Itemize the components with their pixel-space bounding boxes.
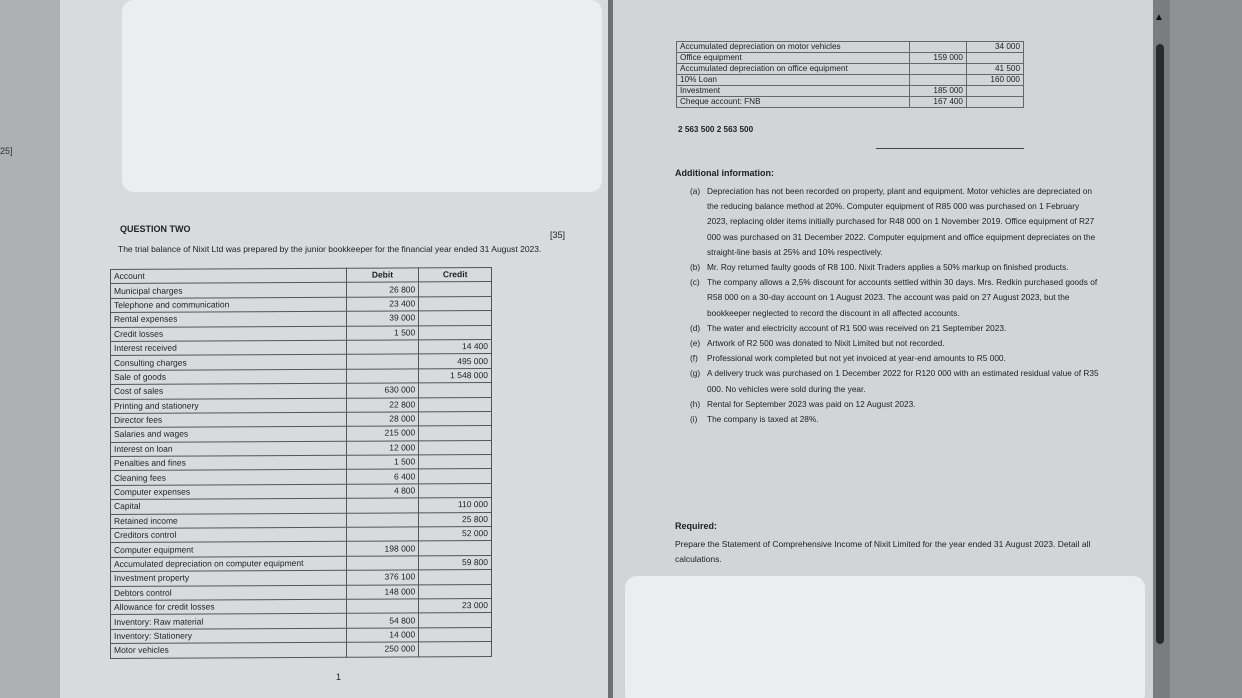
cell-credit: 41 500: [967, 64, 1024, 75]
cell-credit: [419, 541, 492, 556]
cell-credit: [967, 97, 1024, 108]
info-item-text: Mr. Roy returned faulty goods of R8 100. Nixit Traders applies a 50% markup on finished products.: [707, 262, 1069, 273]
cell-debit: [910, 42, 967, 53]
info-item: [690, 366, 1102, 396]
cell-credit: [967, 53, 1024, 64]
cell-debit: [346, 340, 419, 355]
info-item-text: The company allows a 2,5% discount for accounts settled within 30 days. Mrs. Redkin purchased goods of R58 000 on a 30-day account on 1 August 2023. The account was paid on 27 August 2023, but the bookkeeper neglected to record the discount in all affected accounts.: [707, 277, 1098, 318]
cell-debit: [346, 498, 419, 513]
info-item-text: A delivery truck was purchased on 1 December 2022 for R120 000 with an estimated residual value of R35 000. No vehicles were sold during the year.: [707, 368, 1099, 394]
required-text: Prepare the Statement of Comprehensive Income of Nixit Limited for the year ended 31 August 2023. Detail all calculations.: [675, 539, 1091, 564]
cell-debit: 12 000: [346, 441, 419, 456]
scroll-up-arrow-icon[interactable]: ▲: [1154, 12, 1164, 23]
info-item-label: (h): [690, 398, 701, 409]
cell-account: Accumulated depreciation on office equipment: [677, 64, 910, 75]
trial-balance-totals: 2 563 500 2 563 500: [678, 125, 754, 134]
question-marks: [35]: [550, 230, 566, 240]
cell-account: Capital: [111, 499, 347, 515]
cell-account: Office equipment: [677, 53, 910, 64]
cell-credit: [419, 613, 492, 628]
cell-credit: [419, 440, 492, 455]
header-credit: Credit: [419, 268, 492, 283]
info-item-text: The company is taxed at 28%.: [707, 414, 819, 425]
cell-account: Penalties and fines: [111, 455, 347, 471]
cell-debit: [346, 369, 419, 384]
table-row: [111, 642, 492, 658]
cell-credit: [967, 86, 1024, 97]
cell-credit: [419, 455, 492, 470]
info-item-label: (b): [690, 262, 701, 273]
cell-debit: [346, 354, 419, 369]
cell-account: Interest received: [111, 340, 347, 356]
cell-debit: 4 800: [346, 484, 419, 499]
cell-credit: [419, 426, 492, 441]
cell-debit: 54 800: [346, 613, 419, 628]
cell-account: Salaries and wages: [111, 427, 347, 443]
question-intro: The trial balance of Nixit Ltd was prepared by the junior bookkeeper for the financial year ended 31 August 2023.: [118, 244, 542, 254]
cell-account: 10% Loan: [677, 75, 910, 86]
header-debit: Debit: [346, 268, 419, 283]
cell-credit: [419, 584, 492, 599]
cell-account: Investment: [677, 86, 910, 97]
cell-account: Credit losses: [111, 326, 347, 342]
total-underline: [876, 148, 1024, 149]
cell-credit: 1 548 000: [419, 368, 492, 383]
info-item: [690, 321, 1102, 336]
info-item-label: (i): [690, 414, 698, 425]
info-item: [690, 412, 1102, 427]
cell-credit: 52 000: [419, 527, 492, 542]
info-item: [690, 184, 1102, 260]
cell-debit: [910, 64, 967, 75]
cell-credit: [419, 627, 492, 642]
info-item-text: Depreciation has not been recorded on property, plant and equipment. Motor vehicles are depreciated on the reducing balance method at 20%. Computer equipment of R85 000 was purchased on 1 February 2023, replacing older items initially purchased for R48 000 on 1 November 2019. Office equipment of R27 000 was purchased on 31 December 2022. Computer equipment and office equipment depreciates on the straight-line basis at 25% and 10% respectively.: [707, 186, 1096, 257]
cell-account: Accumulated depreciation on computer equipment: [111, 556, 347, 572]
cell-credit: [419, 411, 492, 426]
cell-credit: [419, 282, 492, 297]
previous-page-strip: [0, 0, 60, 698]
cell-debit: 39 000: [346, 311, 419, 326]
cell-account: Cost of sales: [111, 383, 347, 399]
trial-balance-table: [110, 267, 492, 659]
info-item-label: (e): [690, 338, 701, 349]
info-item-label: (g): [690, 368, 701, 379]
cell-debit: 22 800: [346, 397, 419, 412]
page-number: 1: [336, 672, 342, 682]
cell-credit: [419, 296, 492, 311]
cell-credit: 59 800: [419, 555, 492, 570]
cell-debit: 14 000: [346, 628, 419, 643]
cell-credit: [419, 311, 492, 326]
cell-debit: 148 000: [346, 584, 419, 599]
cell-credit: 23 000: [419, 598, 492, 613]
cell-credit: 25 800: [419, 512, 492, 527]
previous-page-marks: 25]: [0, 146, 13, 156]
header-account: Account: [111, 268, 347, 284]
cell-credit: 160 000: [967, 75, 1024, 86]
cell-debit: [346, 556, 419, 571]
cell-account: Sale of goods: [111, 369, 347, 385]
cell-credit: [419, 325, 492, 340]
cell-debit: 23 400: [346, 297, 419, 312]
cell-account: Allowance for credit losses: [111, 599, 347, 615]
additional-info-list: [690, 184, 1102, 427]
cell-account: Motor vehicles: [111, 642, 347, 658]
info-item-text: Professional work completed but not yet invoiced at year-end amounts to R5 000.: [707, 353, 1006, 364]
cell-debit: 28 000: [346, 412, 419, 427]
cell-account: Inventory: Raw material: [111, 614, 347, 630]
cell-debit: 1 500: [346, 455, 419, 470]
cell-debit: 250 000: [346, 642, 419, 657]
cell-debit: 185 000: [910, 86, 967, 97]
info-item-text: Rental for September 2023 was paid on 12 August 2023.: [707, 398, 916, 409]
cell-debit: 376 100: [346, 570, 419, 585]
scrollbar-thumb[interactable]: [1156, 44, 1164, 644]
cell-account: Accumulated depreciation on motor vehicles: [677, 42, 910, 53]
table-row: [677, 64, 1024, 75]
cell-account: Computer equipment: [111, 542, 347, 558]
cell-credit: 110 000: [419, 498, 492, 513]
info-item-text: Artwork of R2 500 was donated to Nixit Limited but not recorded.: [707, 338, 945, 349]
cell-account: Cheque account: FNB: [677, 97, 910, 108]
cell-account: Retained income: [111, 513, 347, 529]
cell-account: Creditors control: [111, 527, 347, 543]
table-row: [677, 42, 1024, 53]
cell-debit: [910, 75, 967, 86]
cell-credit: 34 000: [967, 42, 1024, 53]
blank-area-bottom: [625, 576, 1145, 698]
cell-debit: 1 500: [346, 325, 419, 340]
info-item: [690, 397, 1102, 412]
cell-account: Interest on loan: [111, 441, 347, 457]
cell-account: Consulting charges: [111, 355, 347, 371]
cell-account: Rental expenses: [111, 311, 347, 327]
cell-credit: [419, 483, 492, 498]
blank-area-top: [122, 0, 602, 192]
cell-debit: 215 000: [346, 426, 419, 441]
cell-account: Investment property: [111, 570, 347, 586]
question-title: QUESTION TWO: [120, 224, 191, 234]
info-item: [690, 275, 1102, 321]
cell-debit: 26 800: [346, 282, 419, 297]
additional-info-title: Additional information:: [675, 168, 774, 178]
cell-debit: 167 400: [910, 97, 967, 108]
cell-account: Debtors control: [111, 585, 347, 601]
table-row: [677, 86, 1024, 97]
cell-debit: [346, 527, 419, 542]
table-row: [677, 97, 1024, 108]
table-row: [677, 53, 1024, 64]
cell-account: Printing and stationery: [111, 398, 347, 414]
info-item-text: The water and electricity account of R1 500 was received on 21 September 2023.: [707, 322, 1007, 333]
table-row: [677, 75, 1024, 86]
cell-credit: [419, 570, 492, 585]
cell-credit: 495 000: [419, 354, 492, 369]
cell-credit: [419, 469, 492, 484]
info-item-label: (f): [690, 353, 698, 364]
cell-credit: 14 400: [419, 339, 492, 354]
cell-account: Computer expenses: [111, 484, 347, 500]
info-item-label: (a): [690, 186, 701, 196]
info-item: [690, 351, 1102, 366]
trial-balance-continued-table: [676, 41, 1024, 108]
info-item: [690, 260, 1102, 275]
info-item: [690, 336, 1102, 351]
cell-credit: [419, 642, 492, 657]
cell-debit: 198 000: [346, 541, 419, 556]
info-item-label: (c): [690, 277, 700, 288]
required-title: Required:: [675, 521, 718, 531]
cell-account: Director fees: [111, 412, 347, 428]
cell-debit: [346, 513, 419, 528]
cell-credit: [419, 383, 492, 398]
cell-credit: [419, 397, 492, 412]
cell-debit: [346, 599, 419, 614]
cell-debit: 159 000: [910, 53, 967, 64]
cell-account: Municipal charges: [111, 283, 347, 299]
screen-edge: [1170, 0, 1242, 698]
cell-debit: 630 000: [346, 383, 419, 398]
cell-account: Cleaning fees: [111, 470, 347, 486]
cell-account: Telephone and communication: [111, 297, 347, 313]
cell-account: Inventory: Stationery: [111, 628, 347, 644]
info-item-label: (d): [690, 322, 701, 333]
cell-debit: 6 400: [346, 469, 419, 484]
